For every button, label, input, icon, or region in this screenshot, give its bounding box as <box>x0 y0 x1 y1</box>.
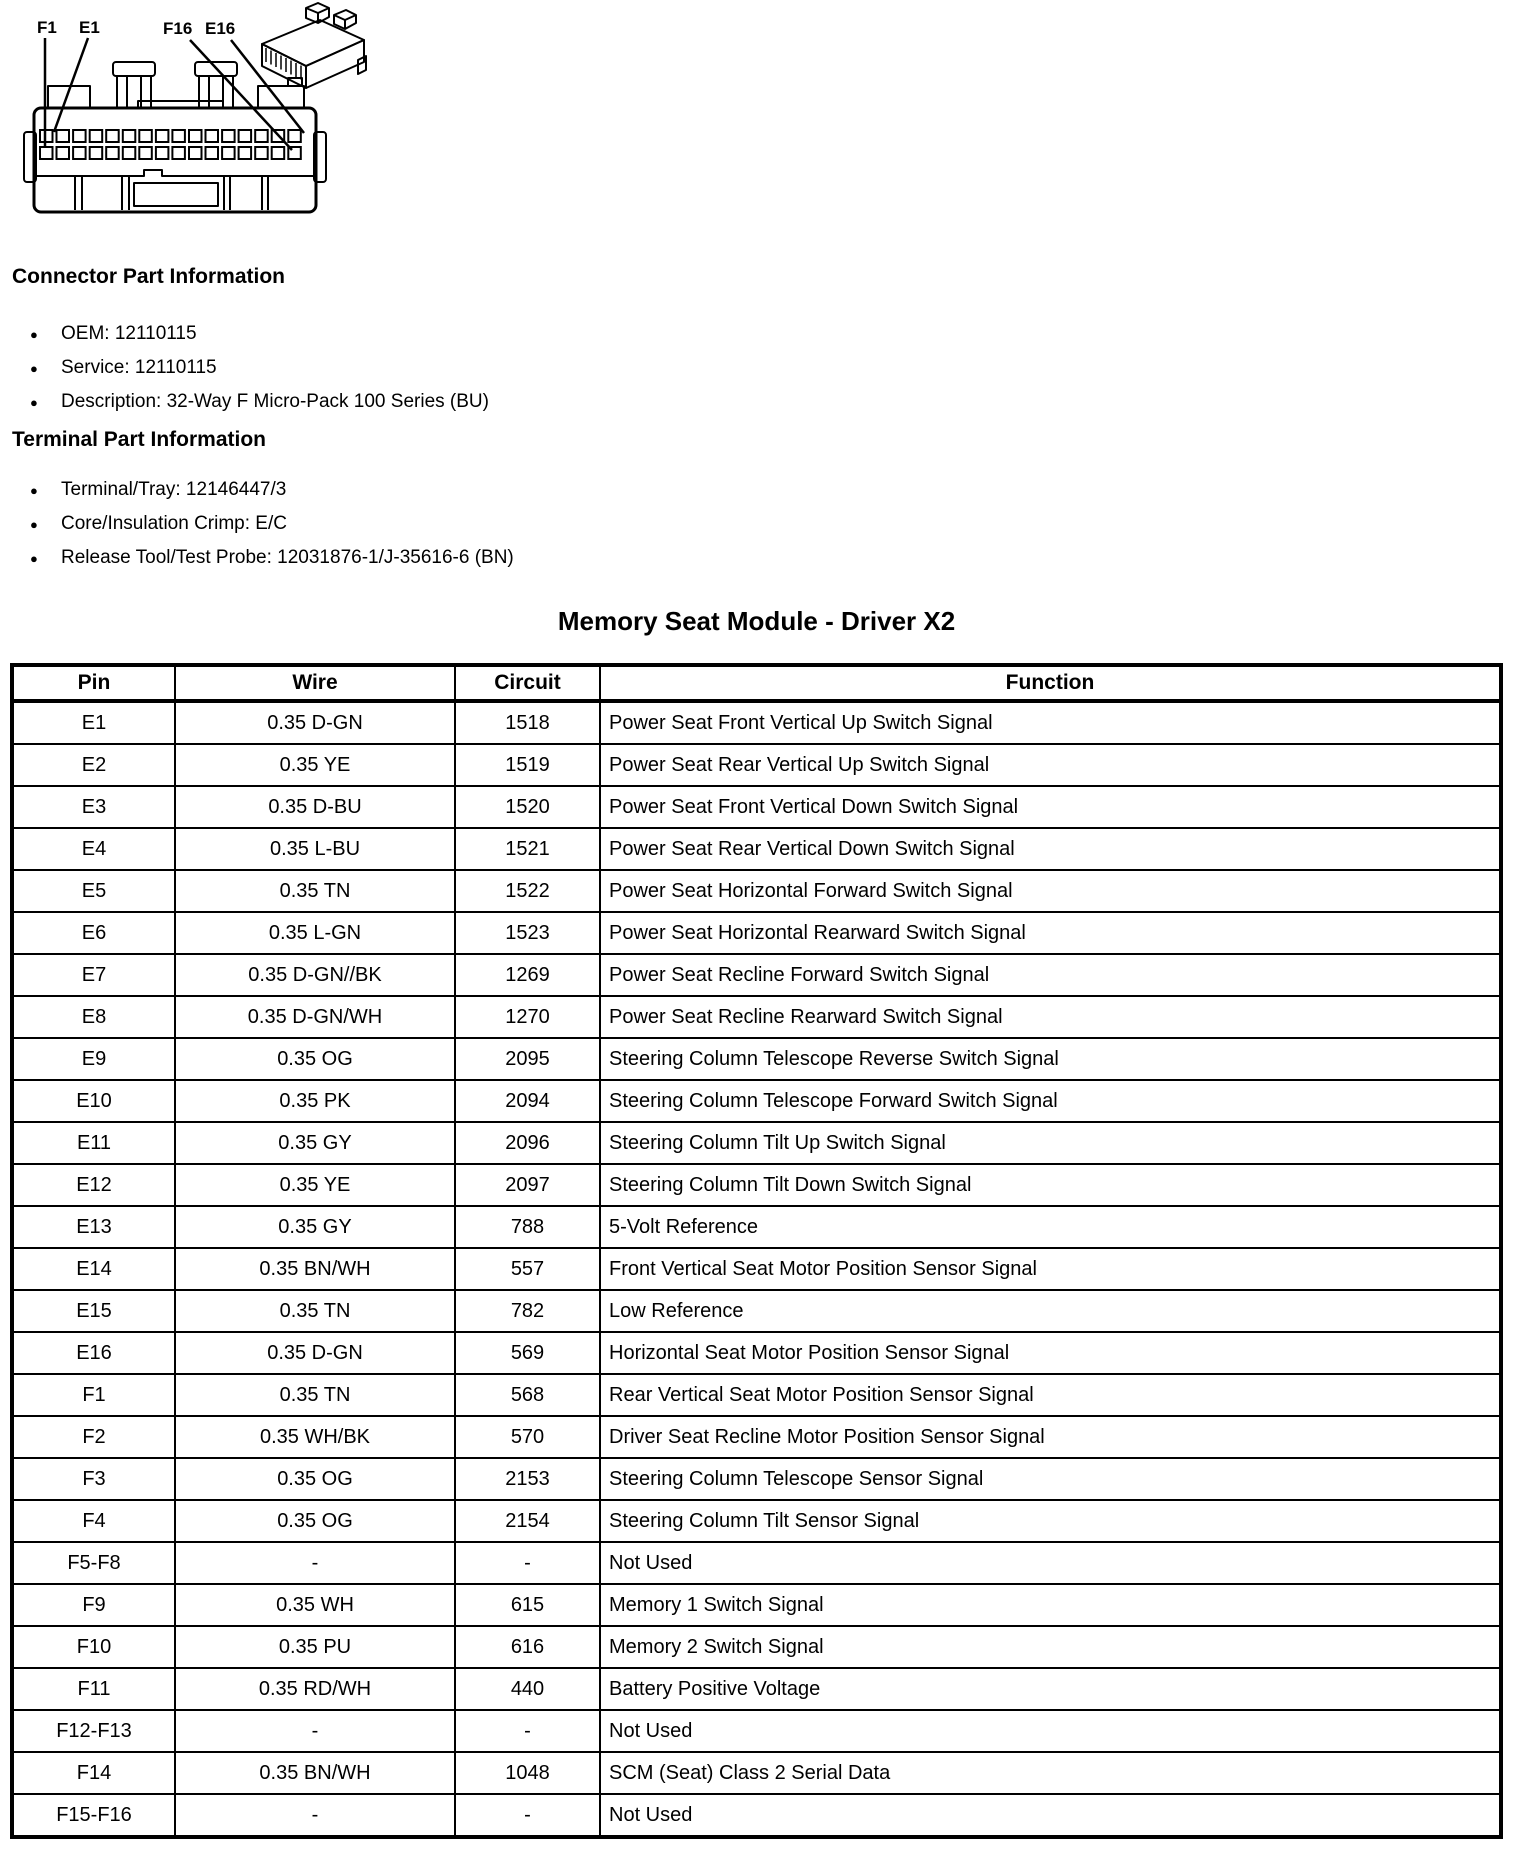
table-row <box>12 1584 1501 1626</box>
table-cell-pin: E6 <box>12 912 175 954</box>
table-cell-wire: 0.35 L-BU <box>175 828 455 870</box>
table-row <box>12 1500 1501 1542</box>
table-row <box>12 1164 1501 1206</box>
list-item <box>30 351 489 385</box>
table-cell-pin: F15-F16 <box>12 1794 175 1837</box>
pin-cavity <box>123 130 136 142</box>
table-cell-function: Steering Column Telescope Sensor Signal <box>600 1458 1501 1500</box>
table-cell-circuit: 2094 <box>455 1080 600 1122</box>
table-title: Memory Seat Module - Driver X2 <box>557 606 956 636</box>
pin-cavity <box>57 147 70 159</box>
table-cell-wire: - <box>175 1794 455 1837</box>
table-cell-pin: F3 <box>12 1458 175 1500</box>
table-cell-circuit: 782 <box>455 1290 600 1332</box>
3d-front-face <box>262 44 306 88</box>
bottom-slots <box>75 176 268 210</box>
table-row <box>12 1080 1501 1122</box>
table-row <box>12 912 1501 954</box>
table-cell-wire: 0.35 OG <box>175 1458 455 1500</box>
table-cell-wire: 0.35 YE <box>175 1164 455 1206</box>
table-cell-wire: 0.35 GY <box>175 1122 455 1164</box>
table-cell-circuit: 1523 <box>455 912 600 954</box>
table-cell-circuit: 1269 <box>455 954 600 996</box>
table-cell-function: Driver Seat Recline Motor Position Sensor Signal <box>600 1416 1501 1458</box>
pin-cavity <box>90 130 103 142</box>
table-cell-circuit: 1270 <box>455 996 600 1038</box>
table-cell-function: Memory 1 Switch Signal <box>600 1584 1501 1626</box>
bullet-icon: ● <box>30 516 38 532</box>
pin-cavity <box>172 130 185 142</box>
table-cell-function: Power Seat Horizontal Rearward Switch Signal <box>600 912 1501 954</box>
table-cell-circuit: 568 <box>455 1374 600 1416</box>
table-cell-wire: - <box>175 1542 455 1584</box>
pin-cavity <box>139 130 152 142</box>
table-cell-circuit: - <box>455 1794 600 1837</box>
table-cell-wire: 0.35 D-GN//BK <box>175 954 455 996</box>
table-cell-pin: E14 <box>12 1248 175 1290</box>
table-cell-circuit: 1521 <box>455 828 600 870</box>
table-row <box>12 701 1501 744</box>
table-row <box>12 1458 1501 1500</box>
pin-cavity <box>139 147 152 159</box>
table-row <box>12 1038 1501 1080</box>
pin-cavity <box>206 130 219 142</box>
table-cell-pin: F5-F8 <box>12 1542 175 1584</box>
list-item-text: Core/Insulation Crimp: E/C <box>61 513 287 534</box>
table-cell-pin: F12-F13 <box>12 1710 175 1752</box>
table-cell-circuit: 569 <box>455 1332 600 1374</box>
connector-part-heading: Connector Part Information <box>12 265 286 288</box>
pin-cavity <box>73 147 86 159</box>
list-item <box>30 473 514 507</box>
3d-side-face <box>306 40 364 88</box>
table-cell-wire: 0.35 PU <box>175 1626 455 1668</box>
pin-cavity <box>123 147 136 159</box>
pin-cavity <box>239 130 252 142</box>
table-row <box>12 786 1501 828</box>
table-row <box>12 954 1501 996</box>
bullet-icon: ● <box>30 550 38 566</box>
table-cell-circuit: 615 <box>455 1584 600 1626</box>
table-cell-function: Steering Column Telescope Reverse Switch Signal <box>600 1038 1501 1080</box>
col-header-wire: Wire <box>175 665 455 701</box>
diagram-label-f1: F1 <box>37 18 57 37</box>
pin-grid <box>40 130 301 159</box>
table-cell-function: Power Seat Front Vertical Down Switch Signal <box>600 786 1501 828</box>
table-cell-wire: 0.35 TN <box>175 1290 455 1332</box>
bottom-center-slot <box>134 183 218 206</box>
table-row <box>12 1752 1501 1794</box>
pin-cavity <box>288 130 301 142</box>
3d-top-bump-2 <box>334 10 356 29</box>
table-cell-pin: E1 <box>12 701 175 744</box>
3d-terminal-hatching <box>266 48 301 80</box>
pin-cavity <box>156 130 169 142</box>
table-cell-wire: 0.35 PK <box>175 1080 455 1122</box>
lock-tab-cap-left <box>113 62 155 76</box>
table-cell-wire: 0.35 D-GN <box>175 701 455 744</box>
table-header-row <box>12 665 1501 701</box>
table-cell-circuit: 2096 <box>455 1122 600 1164</box>
table-cell-function: Power Seat Front Vertical Up Switch Signal <box>600 701 1501 744</box>
table-cell-circuit: 788 <box>455 1206 600 1248</box>
table-cell-function: Steering Column Tilt Sensor Signal <box>600 1500 1501 1542</box>
table-row <box>12 1416 1501 1458</box>
table-cell-function: Not Used <box>600 1794 1501 1837</box>
pin-cavity <box>222 147 235 159</box>
table-cell-wire: 0.35 OG <box>175 1038 455 1080</box>
table-cell-pin: E2 <box>12 744 175 786</box>
table-cell-function: Not Used <box>600 1542 1501 1584</box>
list-item-text: Terminal/Tray: 12146447/3 <box>61 479 287 500</box>
table-cell-function: Steering Column Tilt Down Switch Signal <box>600 1164 1501 1206</box>
table-cell-pin: E8 <box>12 996 175 1038</box>
table-cell-pin: E15 <box>12 1290 175 1332</box>
table-cell-function: Power Seat Rear Vertical Down Switch Signal <box>600 828 1501 870</box>
table-cell-pin: E9 <box>12 1038 175 1080</box>
table-cell-wire: 0.35 TN <box>175 1374 455 1416</box>
list-item-text: Description: 32-Way F Micro-Pack 100 Series (BU) <box>61 391 489 412</box>
bottom-inner-line <box>36 170 314 176</box>
list-item-text: Release Tool/Test Probe: 12031876-1/J-35616-6 (BN) <box>61 547 514 568</box>
pinout-table-body <box>12 701 1501 1837</box>
table-cell-pin: F2 <box>12 1416 175 1458</box>
table-cell-function: Steering Column Telescope Forward Switch Signal <box>600 1080 1501 1122</box>
table-row <box>12 996 1501 1038</box>
table-cell-wire: - <box>175 1710 455 1752</box>
table-row <box>12 1248 1501 1290</box>
table-cell-pin: F9 <box>12 1584 175 1626</box>
bullet-icon: ● <box>30 326 38 342</box>
table-cell-function: Rear Vertical Seat Motor Position Sensor Signal <box>600 1374 1501 1416</box>
table-cell-circuit: 616 <box>455 1626 600 1668</box>
table-cell-circuit: 2154 <box>455 1500 600 1542</box>
table-cell-circuit: 570 <box>455 1416 600 1458</box>
table-cell-circuit: 1518 <box>455 701 600 744</box>
table-cell-pin: E5 <box>12 870 175 912</box>
pin-cavity <box>222 130 235 142</box>
table-cell-wire: 0.35 YE <box>175 744 455 786</box>
col-header-circuit: Circuit <box>455 665 600 701</box>
table-cell-wire: 0.35 GY <box>175 1206 455 1248</box>
table-cell-function: Front Vertical Seat Motor Position Sensor Signal <box>600 1248 1501 1290</box>
table-cell-pin: E7 <box>12 954 175 996</box>
table-cell-pin: E10 <box>12 1080 175 1122</box>
table-cell-circuit: 440 <box>455 1668 600 1710</box>
pin-cavity <box>73 130 86 142</box>
table-cell-circuit: - <box>455 1710 600 1752</box>
bullet-icon: ● <box>30 394 38 410</box>
list-item-text: OEM: 12110115 <box>61 323 197 344</box>
table-row <box>12 1290 1501 1332</box>
pin-cavity <box>189 147 202 159</box>
table-cell-pin: F4 <box>12 1500 175 1542</box>
pin-cavity <box>57 130 70 142</box>
table-cell-function: Power Seat Recline Forward Switch Signal <box>600 954 1501 996</box>
table-row <box>12 1710 1501 1752</box>
table-cell-wire: 0.35 BN/WH <box>175 1248 455 1290</box>
table-cell-pin: E4 <box>12 828 175 870</box>
pin-cavity <box>40 147 53 159</box>
table-row <box>12 1332 1501 1374</box>
table-cell-circuit: 1519 <box>455 744 600 786</box>
list-item <box>30 507 514 541</box>
table-cell-function: Not Used <box>600 1710 1501 1752</box>
bullet-icon: ● <box>30 482 38 498</box>
table-cell-wire: 0.35 OG <box>175 1500 455 1542</box>
table-cell-pin: E16 <box>12 1332 175 1374</box>
table-cell-function: Horizontal Seat Motor Position Sensor Signal <box>600 1332 1501 1374</box>
table-cell-wire: 0.35 D-GN/WH <box>175 996 455 1038</box>
terminal-part-heading: Terminal Part Information <box>12 428 266 451</box>
pin-cavity <box>206 147 219 159</box>
list-item <box>30 385 489 419</box>
table-row <box>12 1206 1501 1248</box>
table-cell-wire: 0.35 BN/WH <box>175 1752 455 1794</box>
table-cell-circuit: - <box>455 1542 600 1584</box>
list-item <box>30 541 514 575</box>
diagram-label-e1: E1 <box>79 18 100 37</box>
table-cell-wire: 0.35 D-BU <box>175 786 455 828</box>
col-header-pin: Pin <box>12 665 175 701</box>
lock-tab-stem-left <box>117 76 151 108</box>
table-cell-function: Low Reference <box>600 1290 1501 1332</box>
diagram-label-f16: F16 <box>163 19 193 38</box>
pin-cavity <box>172 147 185 159</box>
table-row <box>12 1542 1501 1584</box>
table-cell-circuit: 2097 <box>455 1164 600 1206</box>
table-cell-wire: 0.35 RD/WH <box>175 1668 455 1710</box>
pin-cavity <box>106 130 119 142</box>
pinout-table <box>10 663 1503 1839</box>
table-cell-pin: E12 <box>12 1164 175 1206</box>
table-cell-function: Memory 2 Switch Signal <box>600 1626 1501 1668</box>
table-row <box>12 1794 1501 1837</box>
diagram-label-e16: E16 <box>205 19 236 38</box>
table-row <box>12 1374 1501 1416</box>
table-cell-function: Battery Positive Voltage <box>600 1668 1501 1710</box>
table-cell-circuit: 2153 <box>455 1458 600 1500</box>
table-cell-pin: F10 <box>12 1626 175 1668</box>
table-cell-wire: 0.35 D-GN <box>175 1332 455 1374</box>
pin-cavity <box>255 147 268 159</box>
list-item-text: Service: 12110115 <box>61 357 217 378</box>
table-row <box>12 1626 1501 1668</box>
pin-cavity <box>255 130 268 142</box>
pin-cavity <box>106 147 119 159</box>
table-row <box>12 744 1501 786</box>
table-row <box>12 1668 1501 1710</box>
table-cell-function: Steering Column Tilt Up Switch Signal <box>600 1122 1501 1164</box>
connector-part-list <box>30 317 489 419</box>
bullet-icon: ● <box>30 360 38 376</box>
table-cell-circuit: 2095 <box>455 1038 600 1080</box>
table-cell-function: Power Seat Horizontal Forward Switch Signal <box>600 870 1501 912</box>
table-cell-wire: 0.35 TN <box>175 870 455 912</box>
pin-cavity <box>189 130 202 142</box>
table-cell-pin: F11 <box>12 1668 175 1710</box>
table-cell-wire: 0.35 WH <box>175 1584 455 1626</box>
connector-diagram <box>16 2 384 222</box>
table-row <box>12 1122 1501 1164</box>
pin-cavity <box>90 147 103 159</box>
table-cell-pin: E13 <box>12 1206 175 1248</box>
table-cell-function: Power Seat Recline Rearward Switch Signal <box>600 996 1501 1038</box>
pin-cavity <box>272 147 285 159</box>
terminal-part-list <box>30 473 514 575</box>
table-cell-function: SCM (Seat) Class 2 Serial Data <box>600 1752 1501 1794</box>
table-row <box>12 870 1501 912</box>
table-cell-function: Power Seat Rear Vertical Up Switch Signal <box>600 744 1501 786</box>
table-cell-pin: E11 <box>12 1122 175 1164</box>
table-cell-pin: F14 <box>12 1752 175 1794</box>
pin-cavity <box>239 147 252 159</box>
table-cell-circuit: 1520 <box>455 786 600 828</box>
pin-cavity <box>156 147 169 159</box>
table-cell-circuit: 557 <box>455 1248 600 1290</box>
table-row <box>12 828 1501 870</box>
col-header-function: Function <box>600 665 1501 701</box>
table-cell-wire: 0.35 L-GN <box>175 912 455 954</box>
table-cell-pin: E3 <box>12 786 175 828</box>
table-cell-wire: 0.35 WH/BK <box>175 1416 455 1458</box>
table-cell-function: 5-Volt Reference <box>600 1206 1501 1248</box>
table-cell-circuit: 1522 <box>455 870 600 912</box>
connector-3d-view <box>262 3 366 88</box>
list-item <box>30 317 489 351</box>
table-cell-circuit: 1048 <box>455 1752 600 1794</box>
table-cell-pin: F1 <box>12 1374 175 1416</box>
